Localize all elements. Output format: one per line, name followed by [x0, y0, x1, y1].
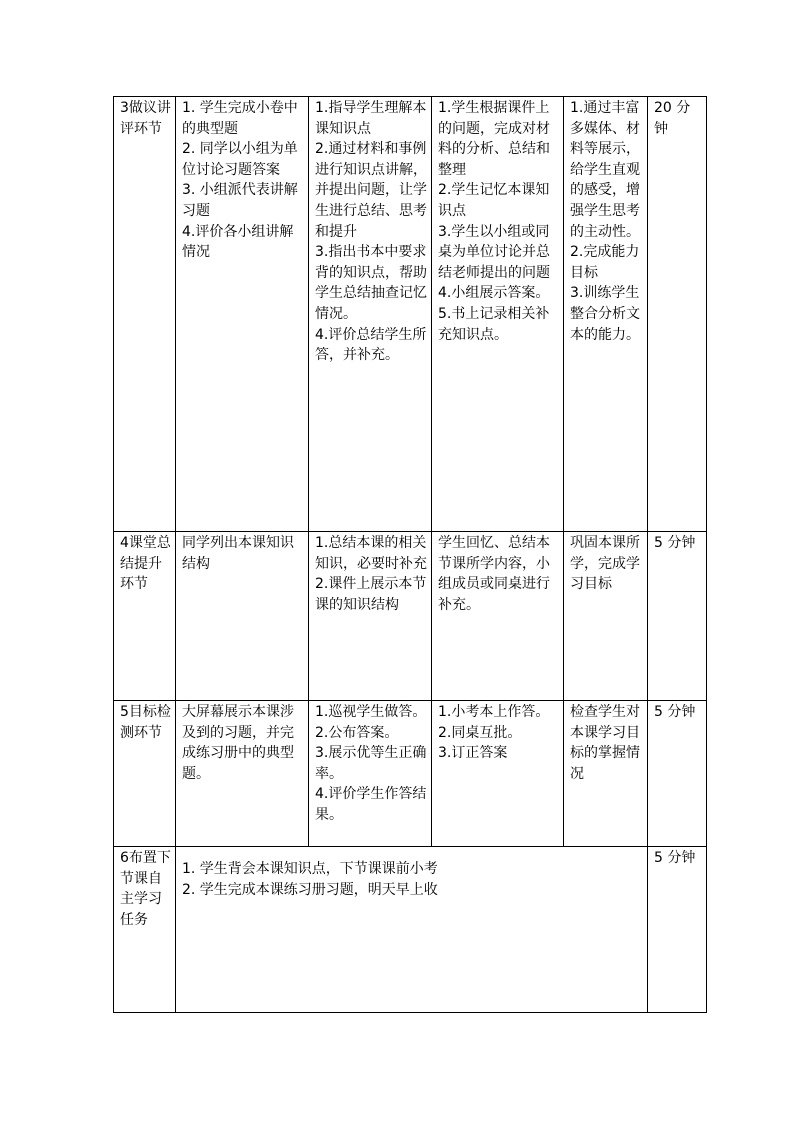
list-item: 2.完成能力目标	[570, 244, 640, 281]
teacher-activity-cell	[309, 97, 432, 532]
time-cell	[648, 701, 707, 847]
material-cell	[176, 97, 309, 532]
list-item: 2.课件上展示本节课的知识结构	[315, 576, 427, 613]
list-item: 2.同桌互批。	[438, 724, 522, 741]
material-cell	[176, 701, 309, 847]
list-item: 学生回忆、总结本节课所学内容，小组成员或同桌进行补充。	[438, 535, 550, 613]
table-row	[114, 701, 707, 847]
list-item: 3.学生以小组或同桌为单位讨论并总结老师提出的问题	[438, 223, 550, 281]
list-item: 1.总结本课的相关知识，必要时补充	[315, 535, 427, 572]
stage-cell	[114, 701, 176, 847]
time-cell	[648, 532, 707, 701]
time-label: 5 分钟	[654, 704, 696, 720]
stage-label: 5目标检测环节	[120, 704, 171, 741]
table-row	[114, 532, 707, 701]
teacher-activity-cell	[309, 532, 432, 701]
design-intent-cell	[564, 532, 648, 701]
list-item: 2.通过材料和事例进行知识点讲解，并提出问题，让学生进行总结、思考和提升	[315, 141, 427, 240]
design-intent-cell	[564, 701, 648, 847]
list-item: 3.指出书本中要求背的知识点，帮助学生总结抽查记忆情况。	[315, 244, 427, 322]
table-row	[114, 847, 707, 1013]
stage-label: 6布置下节课自主学习任务	[120, 850, 171, 928]
time-cell	[648, 847, 707, 1013]
time-cell	[648, 97, 707, 532]
list-item: 5.书上记录相关补充知识点。	[438, 305, 550, 343]
stage-cell	[114, 847, 176, 1013]
stage-label: 4课堂总结提升环节	[120, 535, 171, 593]
teacher-activity-cell	[309, 701, 432, 847]
time-label: 5 分钟	[654, 850, 696, 866]
time-label: 5 分钟	[654, 535, 696, 551]
list-item: 2. 学生完成本课练习册习题，明天早上收	[182, 881, 438, 898]
list-item: 大屏幕展示本课涉及到的习题，并完成练习册中的典型题。	[182, 704, 294, 782]
list-item: 1.小考本上作答。	[438, 704, 550, 720]
list-item: 3.展示优等生正确率。	[315, 745, 427, 782]
list-item: 1. 学生完成小卷中的典型题	[182, 100, 298, 137]
student-activity-cell	[432, 701, 564, 847]
student-activity-cell	[432, 97, 564, 532]
list-item: 1. 学生背会本课知识点，下节课课前小考	[182, 861, 438, 877]
list-item: 3.订正答案	[438, 745, 508, 762]
list-item: 巩固本课所学，完成学习目标	[570, 535, 640, 593]
list-item: 4.评价总结学生所答，并补充。	[315, 326, 427, 364]
list-item: 2.公布答案。	[315, 724, 399, 741]
time-label: 20 分钟	[654, 100, 691, 137]
list-item: 同学列出本课知识结构	[182, 535, 294, 572]
student-activity-cell	[432, 532, 564, 701]
list-item: 3.训练学生整合分析文本的能力。	[570, 285, 640, 343]
list-item: 4.小组展示答案。	[438, 285, 550, 302]
stage-label: 3做议讲评环节	[120, 100, 171, 137]
list-item: 2. 同学以小组为单位讨论习题答案	[182, 141, 298, 178]
list-item: 检查学生对本课学习目标的掌握情况	[570, 704, 640, 782]
homework-cell	[176, 847, 648, 1013]
table-row	[114, 97, 707, 532]
list-item: 4.评价各小组讲解情况	[182, 223, 294, 261]
list-item: 4.评价学生作答结果。	[315, 786, 427, 823]
stage-cell	[114, 97, 176, 532]
list-item: 1.通过丰富多媒体、材料等展示，给学生直观的感受，增强学生思考的主动性。	[570, 100, 640, 240]
design-intent-cell	[564, 97, 648, 532]
list-item: 2.学生记忆本课知识点	[438, 182, 550, 219]
list-item: 1.指导学生理解本课知识点	[315, 100, 427, 137]
material-cell	[176, 532, 309, 701]
list-item: 1.巡视学生做答。	[315, 704, 427, 720]
lesson-plan-table	[113, 96, 707, 1013]
stage-cell	[114, 532, 176, 701]
list-item: 1.学生根据课件上的问题，完成对材料的分析、总结和整理	[438, 100, 550, 178]
list-item: 3. 小组派代表讲解习题	[182, 182, 298, 219]
